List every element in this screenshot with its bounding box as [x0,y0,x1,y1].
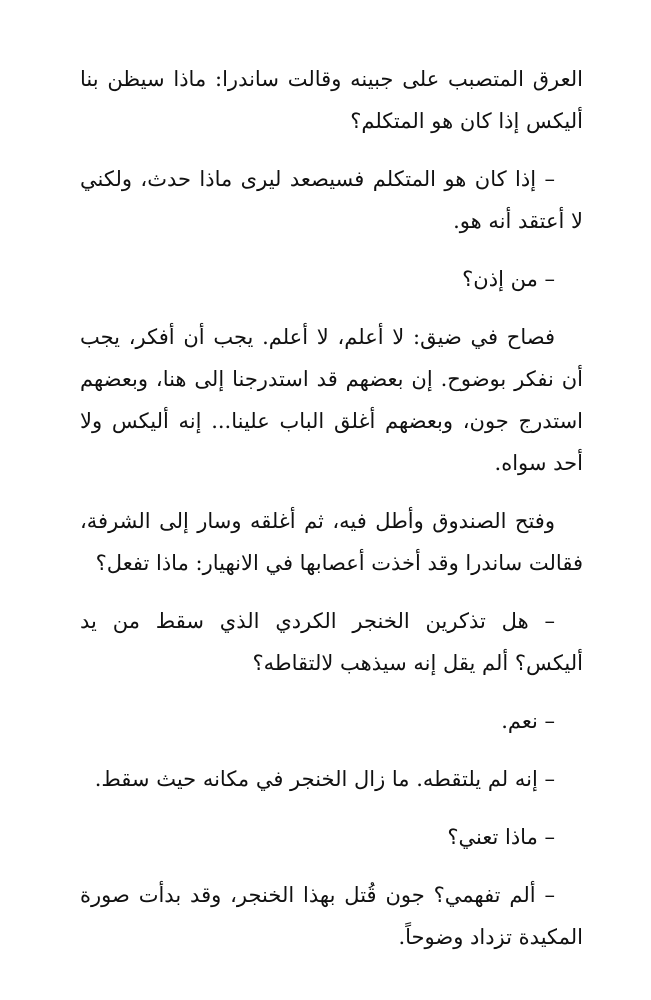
dialogue-line: – من إذن؟ [462,267,555,291]
paragraph: وفتح الصندوق وأطل فيه، ثم أغلقه وسار إلى الشرفة، فقالت ساندرا وقد أخذت أعصابها في الانهيار: ماذا تفعل؟ [80,509,583,575]
dialogue-line: – ألم تفهمي؟ جون قُتل بهذا الخنجر، وقد بدأت صورة المكيدة تزداد وضوحاً. [80,883,583,949]
dialogue-line: – هل تذكرين الخنجر الكردي الذي سقط من يد أليكس؟ ألم يقل إنه سيذهب لالتقاطه؟ [80,609,583,675]
dialogue-line: – ماذا تعني؟ [447,825,555,849]
paragraph: فصاح في ضيق: لا أعلم، لا أعلم. يجب أن أفكر، يجب أن نفكر بوضوح. إن بعضهم قد استدرجنا إلى هنا، وبعضهم استدرج جون، وبعضهم أغلق الباب علينا... إنه أليكس ولا أحد سواه. [80,325,583,475]
dialogue-line: – إذا كان هو المتكلم فسيصعد ليرى ماذا حدث، ولكني لا أعتقد أنه هو. [80,167,583,233]
dialogue-line: – إنه لم يلتقطه. ما زال الخنجر في مكانه حيث سقط. [94,767,555,791]
book-page [80,58,583,974]
dialogue-line: – نعم. [501,709,555,733]
paragraph: العرق المتصبب على جبينه وقالت ساندرا: ماذا سيظن بنا أليكس إذا كان هو المتكلم؟ [80,67,583,133]
